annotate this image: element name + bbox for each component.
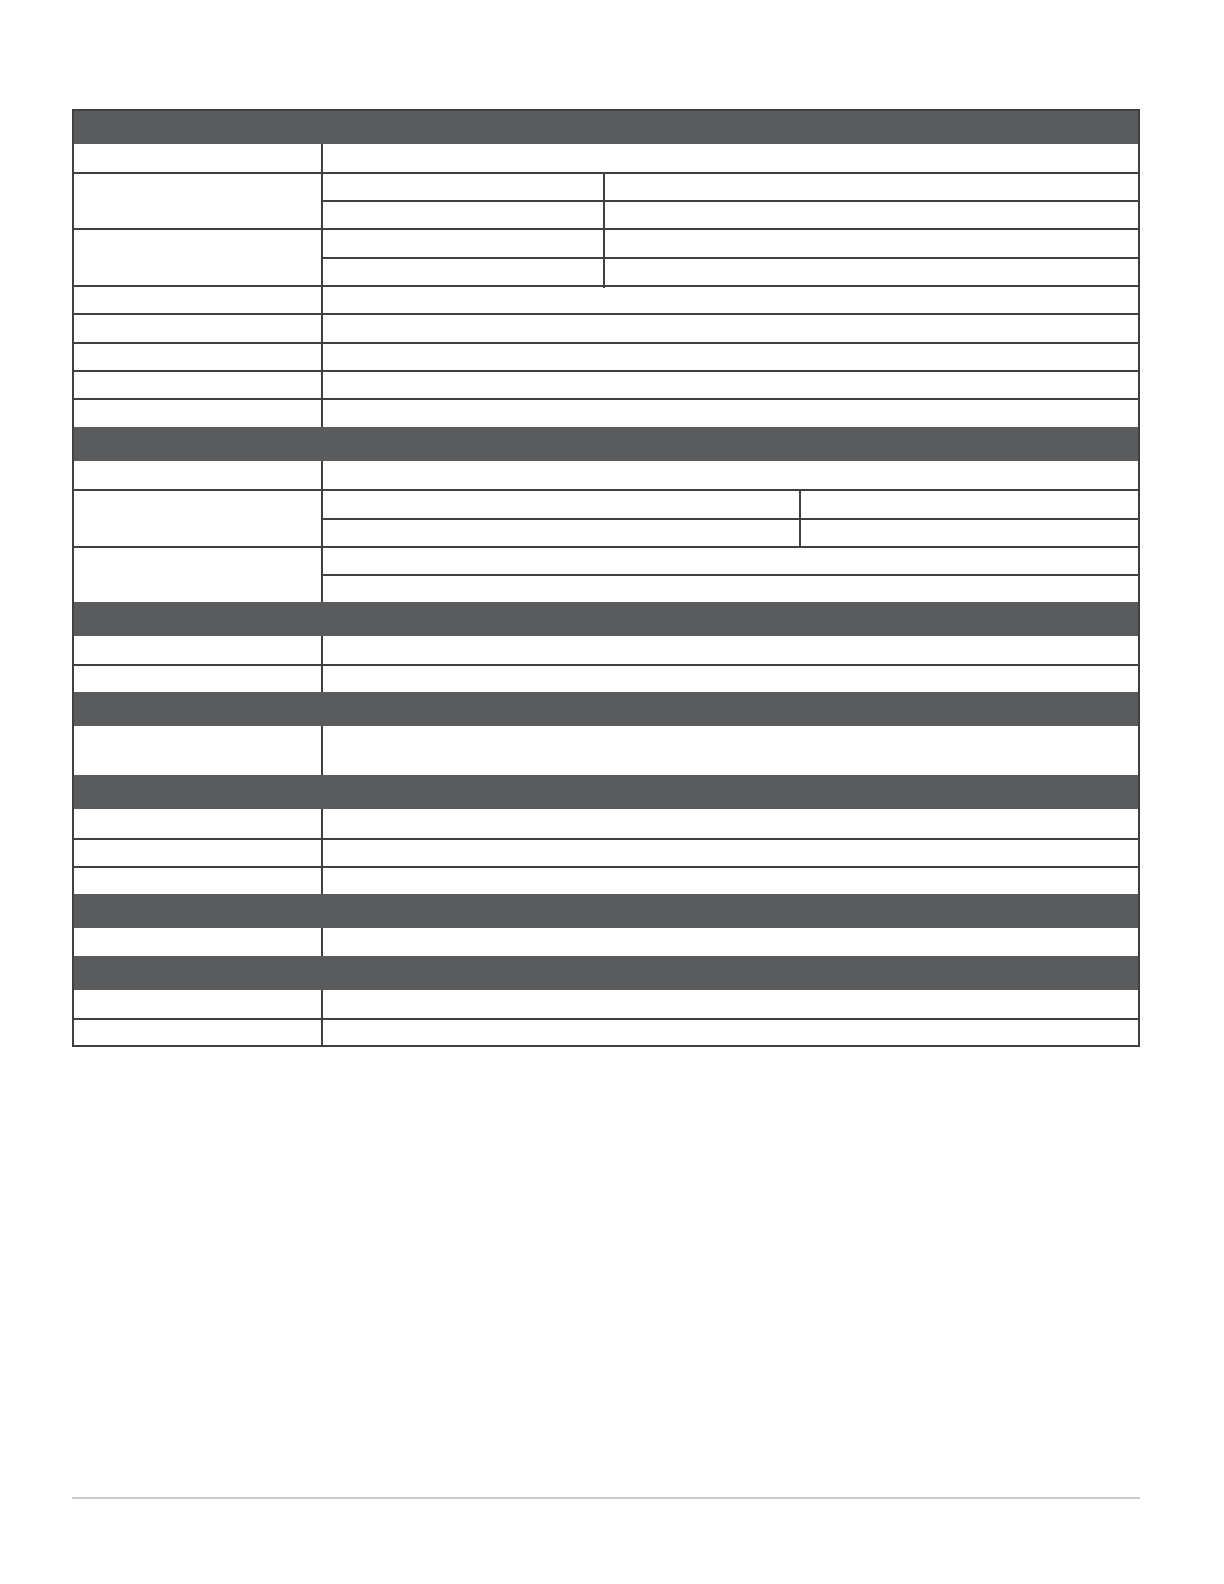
row-divider [74,489,1138,491]
row-divider [74,1018,1138,1020]
section-header-1 [74,111,1138,144]
row-divider [323,257,1138,259]
row-divider [74,285,1138,287]
section-header-7 [74,956,1138,990]
row-divider [323,518,1138,520]
form-table [72,109,1140,1047]
row-divider [323,574,1138,576]
row-divider [74,342,1138,344]
row-divider [74,664,1138,666]
section-header-5 [74,775,1138,809]
row-divider [74,838,1138,840]
sub-column-divider [799,489,801,546]
section-header-6 [74,894,1138,928]
footer-rule [72,1497,1140,1499]
row-divider [74,866,1138,868]
row-divider [74,370,1138,372]
row-divider [74,228,1138,230]
section-header-2 [74,427,1138,461]
row-divider [74,398,1138,400]
sub-column-divider [603,172,605,288]
label-column-divider [321,726,323,775]
row-divider [323,200,1138,202]
section-header-4 [74,692,1138,726]
label-column-divider [321,928,323,956]
section-header-3 [74,602,1138,636]
row-divider [74,546,1138,548]
row-divider [74,313,1138,315]
label-column-divider [321,809,323,894]
row-divider [74,172,1138,174]
label-column-divider [321,461,323,602]
